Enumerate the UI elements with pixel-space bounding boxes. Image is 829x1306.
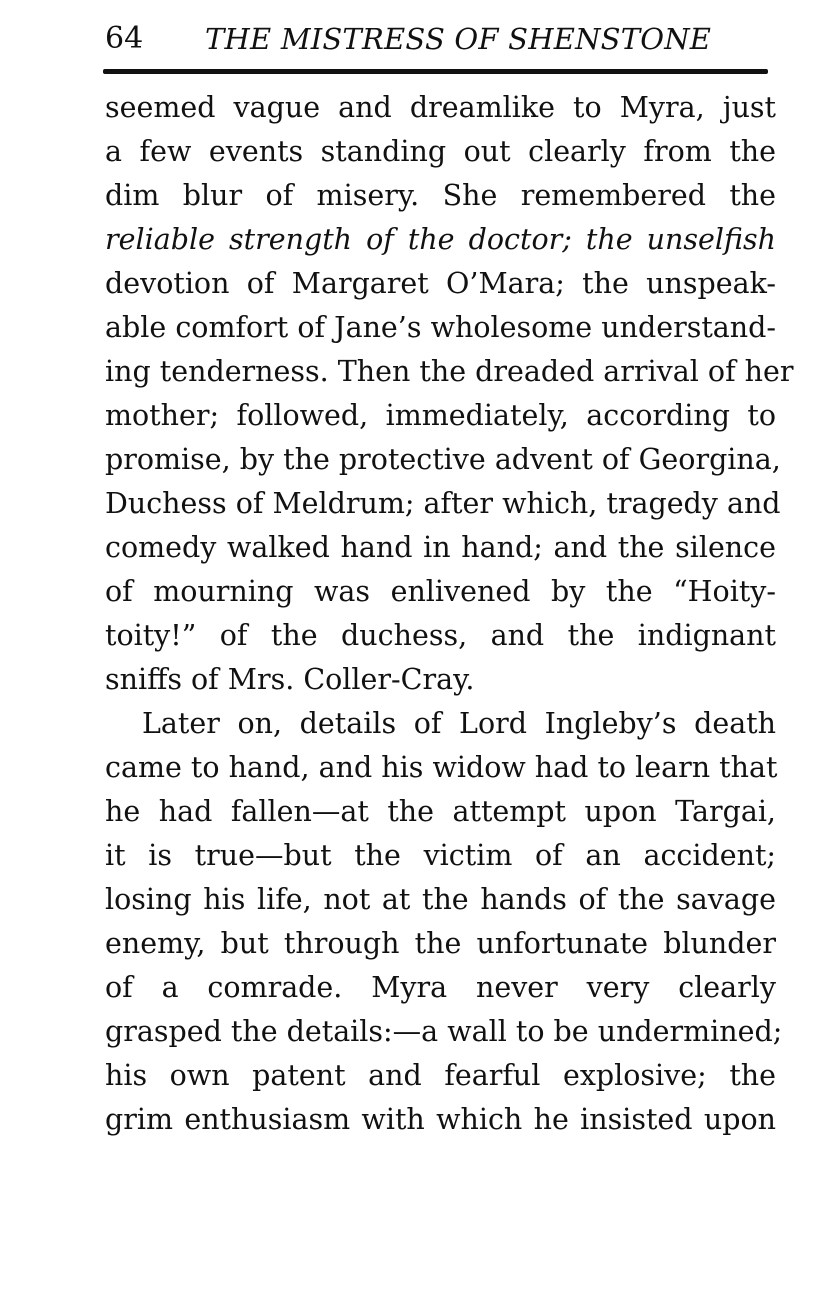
text-line: a few events standing out clearly from the bbox=[105, 135, 776, 168]
text-line: promise, by the protective advent of Georgina, bbox=[105, 443, 781, 476]
text-line: losing his life, not at the hands of the savage bbox=[105, 883, 776, 916]
text-line: Duchess of Meldrum; after which, tragedy and bbox=[105, 487, 781, 520]
page-header bbox=[105, 18, 775, 60]
text-line: of mourning was enlivened by the “Hoity- bbox=[105, 575, 776, 608]
text-line: sniffs of Mrs. Coller-Cray. bbox=[105, 663, 475, 696]
running-title: THE MISTRESS OF SHENSTONE bbox=[205, 22, 712, 56]
text-line: mother; followed, immediately, according to bbox=[105, 399, 776, 432]
text-line: reliable strength of the doctor; the unselfish bbox=[105, 223, 776, 256]
text-line: grasped the details:—a wall to be undermined; bbox=[105, 1015, 783, 1048]
text-line: Later on, details of Lord Ingleby’s death bbox=[142, 707, 776, 740]
text-line: he had fallen—at the attempt upon Targai, bbox=[105, 795, 776, 828]
text-line: toity!” of the duchess, and the indignant bbox=[105, 619, 776, 652]
text-line: comedy walked hand in hand; and the silence bbox=[105, 531, 776, 564]
body-text bbox=[105, 86, 794, 1142]
text-line: enemy, but through the unfortunate blunder bbox=[105, 927, 776, 960]
text-line: his own patent and fearful explosive; the bbox=[105, 1059, 776, 1092]
text-line: it is true—but the victim of an accident; bbox=[105, 839, 776, 872]
page-number: 64 bbox=[105, 21, 144, 56]
text-line: grim enthusiasm with which he insisted upon bbox=[105, 1103, 776, 1136]
text-line: came to hand, and his widow had to learn that bbox=[105, 751, 778, 784]
header-rule bbox=[103, 69, 768, 74]
text-line: seemed vague and dreamlike to Myra, just bbox=[105, 91, 776, 124]
text-line: able comfort of Jane’s wholesome understand- bbox=[105, 311, 776, 344]
text-line: devotion of Margaret O’Mara; the unspeak- bbox=[105, 267, 776, 300]
text-line: ing tenderness. Then the dreaded arrival of her bbox=[105, 355, 794, 388]
text-line: of a comrade. Myra never very clearly bbox=[105, 971, 776, 1004]
text-line: dim blur of misery. She remembered the bbox=[105, 179, 776, 212]
